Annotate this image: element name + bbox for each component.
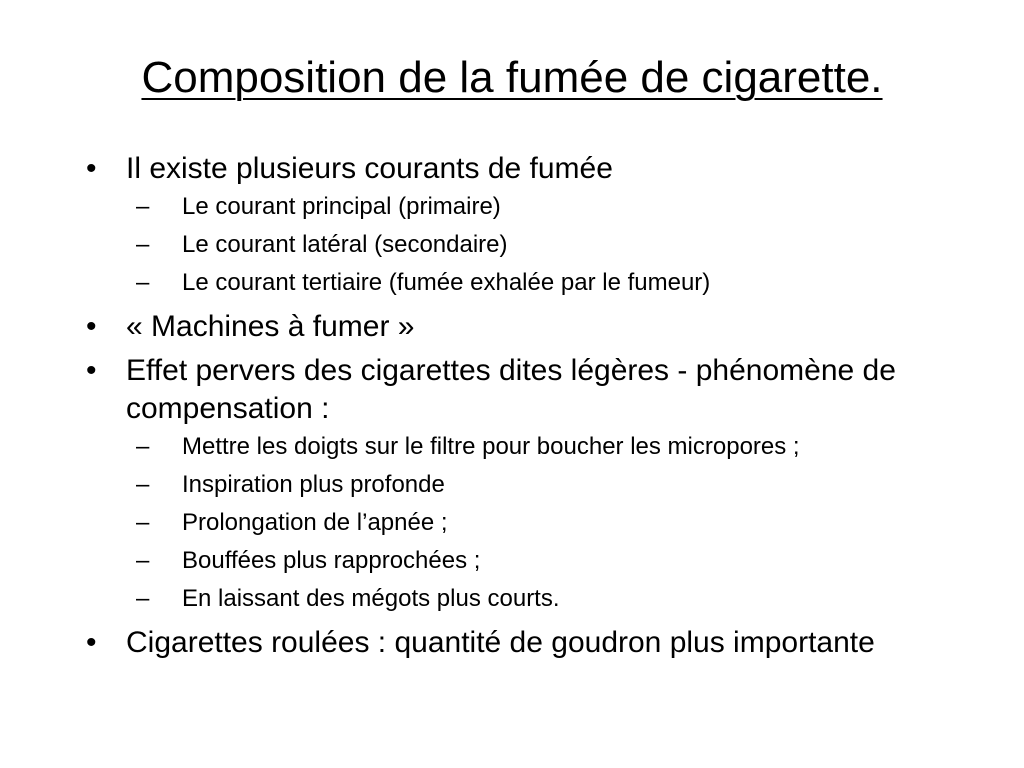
slide-title: Composition de la fumée de cigarette. bbox=[141, 53, 883, 102]
bullet-text: « Machines à fumer » bbox=[126, 310, 415, 343]
sub-bullet-item bbox=[136, 226, 966, 264]
sub-bullet-item bbox=[136, 428, 966, 466]
dash-marker: – bbox=[136, 433, 150, 460]
sub-bullet-item bbox=[136, 580, 966, 618]
dash-marker: – bbox=[136, 471, 150, 498]
bullet-list bbox=[86, 150, 966, 668]
bullet-text: Effet pervers des cigarettes dites légères - phénomène de compensation : bbox=[126, 354, 896, 425]
bullet-marker: • bbox=[86, 152, 97, 185]
sub-bullet-text: Le courant principal (primaire) bbox=[182, 193, 501, 220]
sub-bullet-list bbox=[124, 428, 966, 618]
dash-marker: – bbox=[136, 269, 150, 296]
sub-bullet-text: Le courant latéral (secondaire) bbox=[182, 231, 508, 258]
sub-bullet-text: En laissant des mégots plus courts. bbox=[182, 585, 560, 612]
bullet-item bbox=[86, 352, 966, 618]
sub-bullet-text: Mettre les doigts sur le filtre pour boucher les micropores ; bbox=[182, 433, 800, 460]
dash-marker: – bbox=[136, 193, 150, 220]
dash-marker: – bbox=[136, 585, 150, 612]
bullet-marker: • bbox=[86, 354, 97, 387]
bullet-marker: • bbox=[86, 310, 97, 343]
bullet-item bbox=[86, 150, 966, 302]
sub-bullet-item bbox=[136, 542, 966, 580]
sub-bullet-list bbox=[124, 188, 966, 302]
sub-bullet-text: Prolongation de l’apnée ; bbox=[182, 509, 448, 536]
bullet-text: Cigarettes roulées : quantité de goudron plus importante bbox=[126, 626, 875, 659]
bullet-item bbox=[86, 624, 966, 662]
sub-bullet-item bbox=[136, 504, 966, 542]
dash-marker: – bbox=[136, 547, 150, 574]
sub-bullet-text: Bouffées plus rapprochées ; bbox=[182, 547, 481, 574]
sub-bullet-text: Le courant tertiaire (fumée exhalée par le fumeur) bbox=[182, 269, 711, 296]
sub-bullet-text: Inspiration plus profonde bbox=[182, 471, 445, 498]
sub-bullet-item bbox=[136, 466, 966, 504]
bullet-marker: • bbox=[86, 626, 97, 659]
sub-bullet-item bbox=[136, 188, 966, 226]
bullet-text: Il existe plusieurs courants de fumée bbox=[126, 152, 613, 185]
sub-bullet-item bbox=[136, 264, 966, 302]
dash-marker: – bbox=[136, 509, 150, 536]
dash-marker: – bbox=[136, 231, 150, 258]
bullet-item bbox=[86, 308, 966, 346]
